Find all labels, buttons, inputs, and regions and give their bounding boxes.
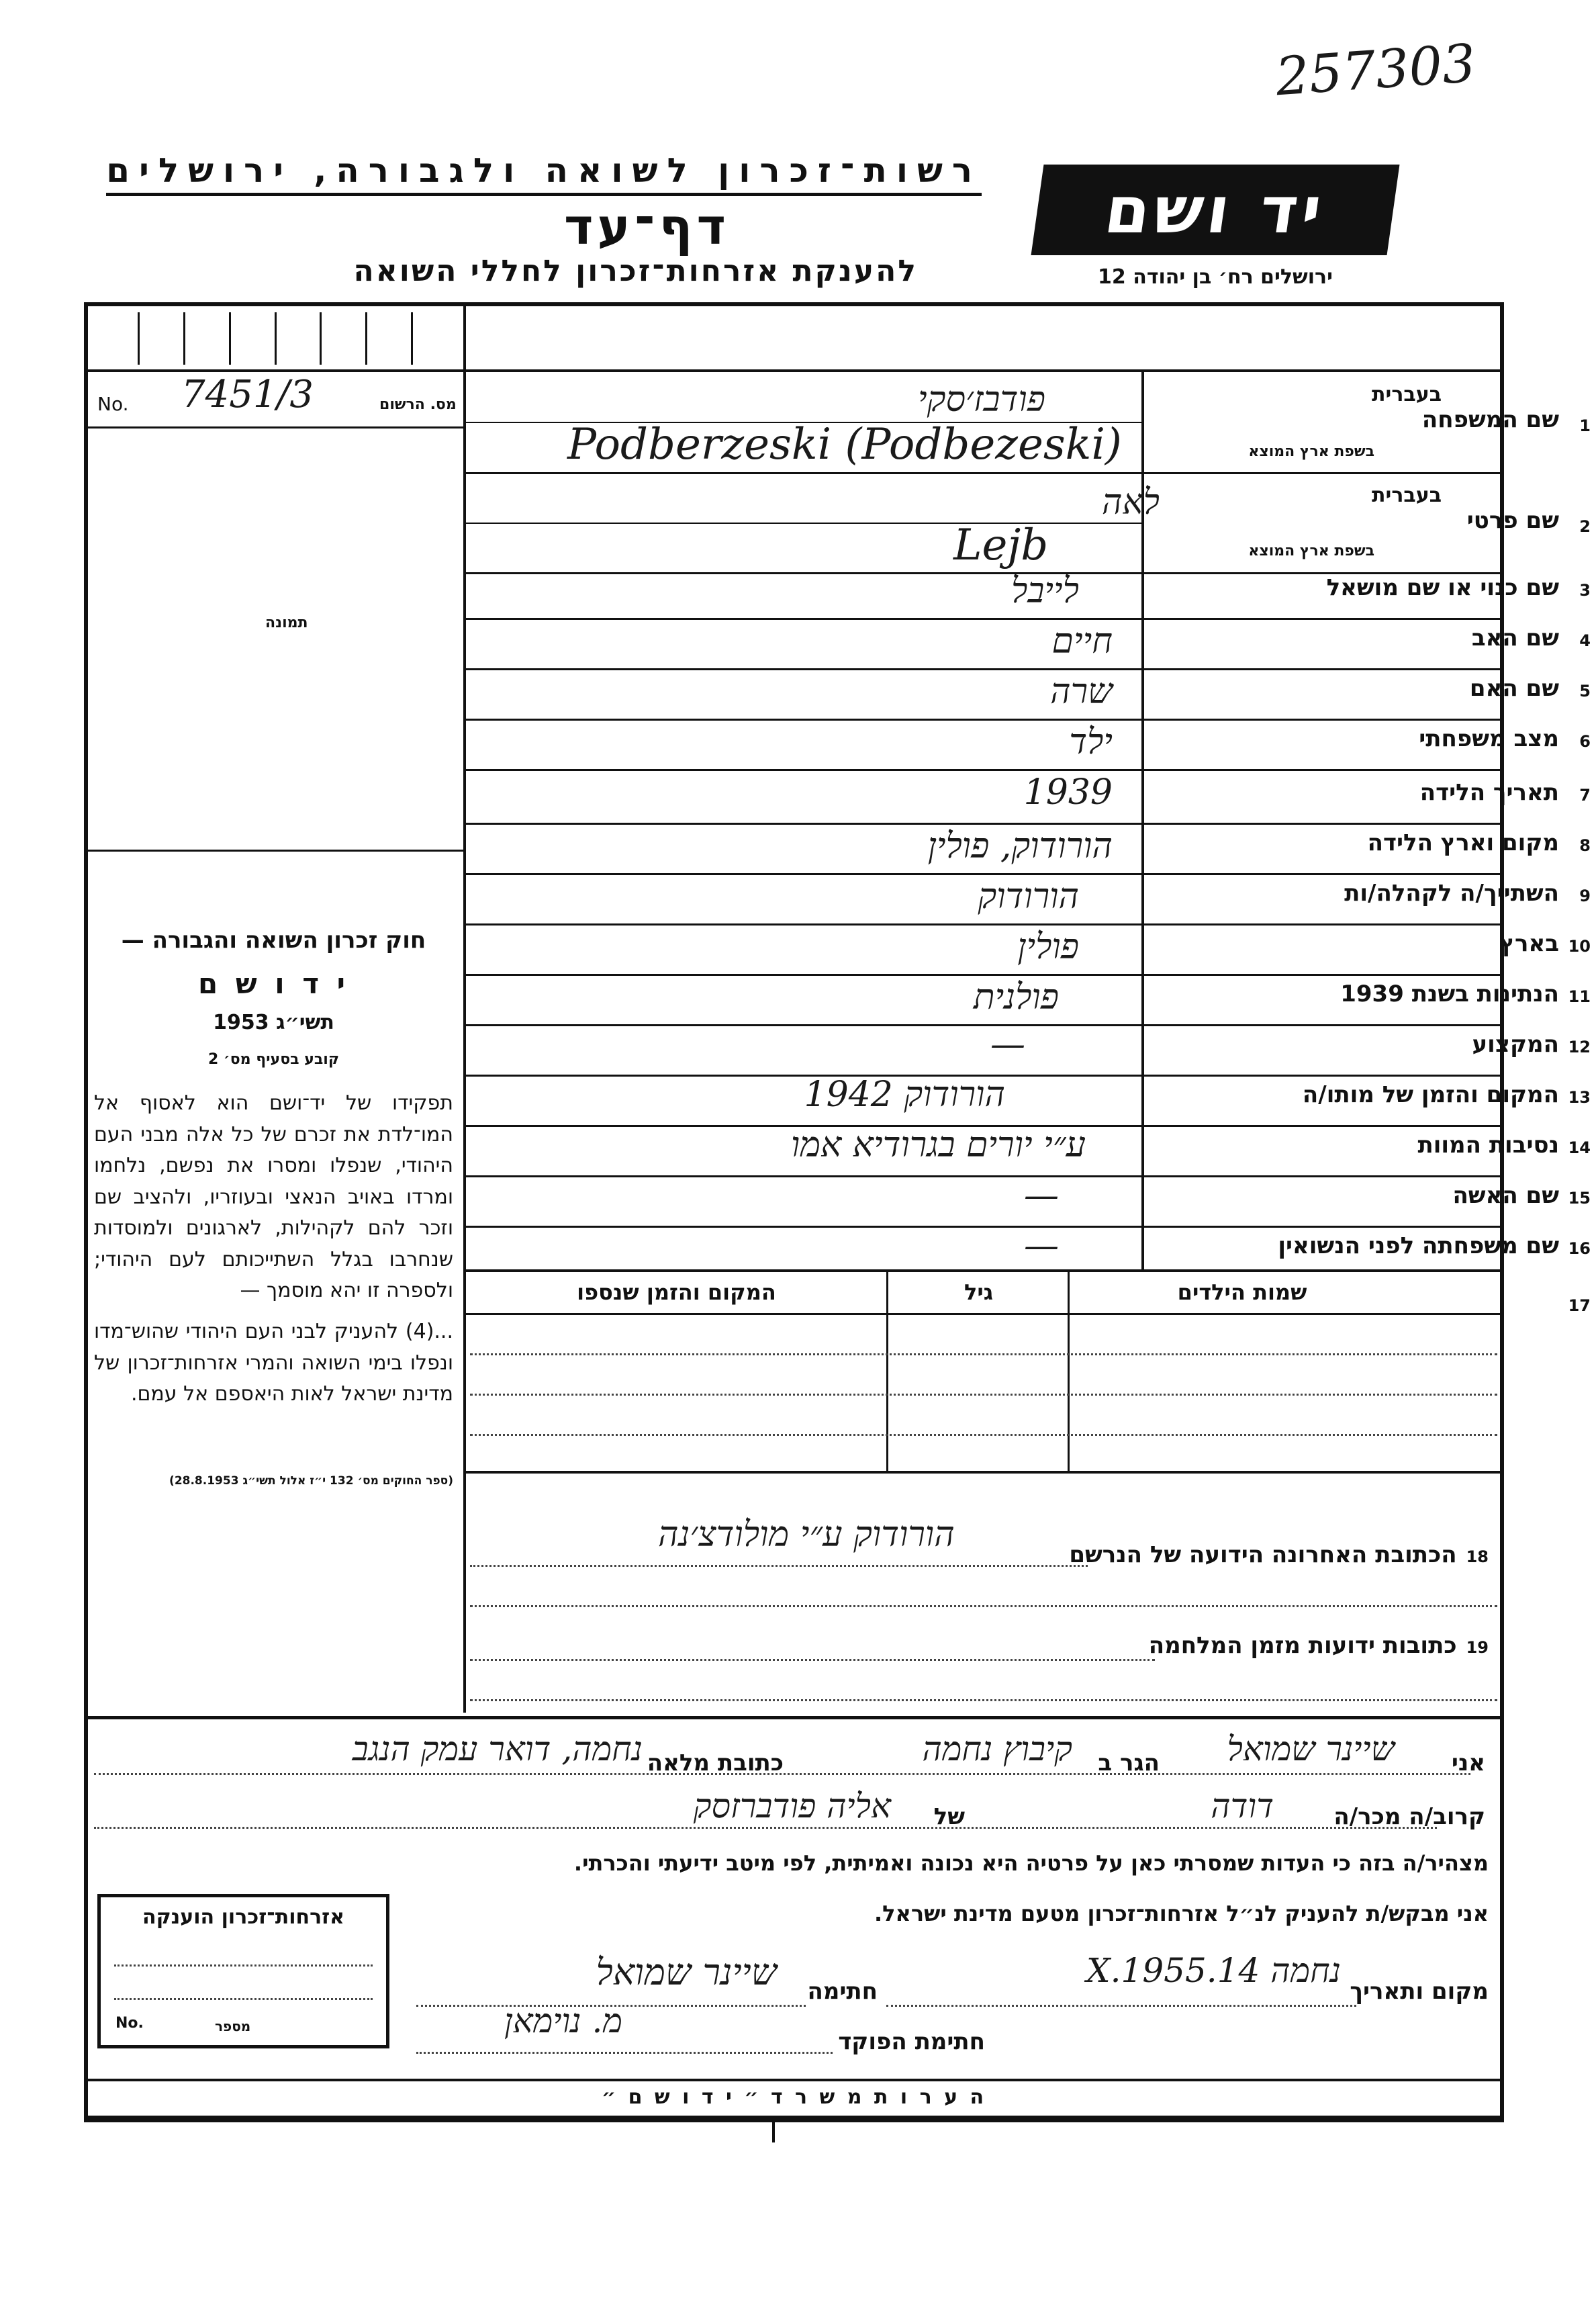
field-11-number: 11 (1568, 987, 1591, 1006)
left-column-divider (463, 302, 466, 1713)
field-2-sub-origin: בשפת ארץ המוצא (1248, 543, 1374, 559)
field-17-number: 17 (1568, 1296, 1591, 1315)
field-18-value: הורודוק ע״י מולודצ׳נה (658, 1515, 955, 1555)
place-date-label: מקום ותאריך (1350, 1978, 1489, 2005)
law-title: חוק זכרון השואה והגבורה — (121, 927, 426, 954)
law-year: תשי״ג 1953 (213, 1011, 334, 1034)
declaration-of-label: של (933, 1803, 965, 1830)
law-paragraph-1: תפקידו של יד־ושם הוא לאסוף אל המו־לדת את זכרם של כל אלה מבני העם היהודי, שנפלו ומסרו את נפשם, נלחמו ומרדו באויב הנאצי ובעוזריו, ולהציב שם וזכר להם לקהילות, לארגונים ולמוסדות שנחרבו בגלל השתייכותם לעם היהודי; ולספרה זו יהא מוסמך — (94, 1091, 453, 1302)
row-sep-9 (463, 923, 1504, 925)
field-2-label: שם פרטי (1466, 507, 1559, 534)
field-9-number: 9 (1579, 887, 1591, 905)
law-name: י ד ו ש ם (197, 967, 350, 1000)
field-2-number: 2 (1579, 517, 1591, 536)
field-5-value: שרה (1050, 672, 1113, 712)
field-13-value: הורודוק 1942 (804, 1075, 1005, 1115)
top-strip-line (84, 369, 1504, 372)
field-10-number: 10 (1568, 937, 1591, 956)
footer-remarks: ה ע ר ו ת מ ש ר ד ״ י ד ו ש ם ״ (601, 2085, 987, 2109)
field-4-number: 4 (1579, 631, 1591, 650)
children-row-3 (470, 1434, 1497, 1436)
organization-title: רשות־זכרון לשואה ולגבורה, ירושלים (106, 151, 982, 196)
field-18-line (470, 1565, 1088, 1567)
row-sep-7 (463, 823, 1504, 825)
field-14-number: 14 (1568, 1138, 1591, 1157)
row-sep-14 (463, 1175, 1504, 1177)
place-date-line (886, 2005, 1356, 2007)
field-1-value-hebrew: פודבז׳סקי (918, 379, 1045, 420)
field-5-number: 5 (1579, 682, 1591, 700)
field-7-value: 1939 (1023, 772, 1113, 813)
field-6-value: ילד (1069, 722, 1113, 762)
field-7-number: 7 (1579, 786, 1591, 805)
field-3-value: לייבל (1011, 571, 1079, 611)
field-1-sub-hebrew: בעברית (1372, 383, 1442, 406)
officer-signature-value: מ. נוימאן (504, 2001, 622, 2040)
citizenship-number-label: מספר (215, 2018, 251, 2034)
registration-no-value: 7451/3 (181, 373, 314, 416)
children-table-bottom (463, 1471, 1504, 1474)
field-9-value: הורודוק (978, 876, 1079, 917)
declaration-city-value: קיבוץ נחמה (922, 1729, 1072, 1768)
field-8-label: מקום וארץ הלידה (1367, 829, 1559, 856)
field-19-label (1149, 1632, 1489, 1659)
declaration-full-address-value: נחמה, דואר עמק הנגב (352, 1729, 643, 1768)
field-18-label-text: הכתובת האחרונה הידועה של הנרשם (1069, 1541, 1457, 1568)
citizenship-box-title: אזרחות־זכרון הוענקה (142, 1905, 345, 1929)
field-1-label: שם המשפחה (1421, 406, 1559, 433)
field-6-number: 6 (1579, 732, 1591, 751)
declaration-relative-value: דודה (1211, 1787, 1274, 1825)
field-6-label: מצב משפחתי (1419, 725, 1559, 752)
field-4-label: שם האב (1471, 625, 1559, 651)
declaration-statement-2: אני מבקש/ת להעניק לנ״ל אזרחות־זכרון מטעם מדינת ישראל. (874, 1901, 1489, 1926)
law-paragraph-2: ...(4) להעניק לבני העם היהודי שהוש־מדו ונפלו בימי השואה והמרי אזרחות־זכרון של מדינת ישראל לאות היאספם אל עמם. (94, 1320, 453, 1406)
field-10-value: פולין (1017, 927, 1079, 967)
field-8-value: הורודוק, פולין (927, 826, 1113, 866)
field-1-sub-origin: בשפת ארץ המוצא (1248, 443, 1374, 460)
signature-value: שיינר שמואל (596, 1951, 777, 1993)
field-11-value: פולנית (973, 977, 1059, 1018)
children-header-names: שמות הילדים (1177, 1279, 1307, 1305)
logo-text: יד ושם (1100, 172, 1331, 248)
field-12-number: 12 (1568, 1038, 1591, 1056)
field-19-line-2 (470, 1699, 1497, 1701)
registration-hebrew-label: מס. הרשום (379, 396, 457, 413)
row-sep-5 (463, 719, 1504, 721)
row-sep-10 (463, 974, 1504, 976)
children-header-line (463, 1313, 1504, 1315)
field-16-value: — (1024, 1226, 1059, 1266)
field-13-number: 13 (1568, 1088, 1591, 1107)
field-15-value: — (1024, 1175, 1059, 1216)
citizenship-box (97, 1894, 389, 2048)
field-15-number: 15 (1568, 1189, 1591, 1208)
field-3-number: 3 (1579, 581, 1591, 600)
field-4-value: חיים (1051, 621, 1113, 662)
declaration-name-value: שיינר שמואל (1227, 1729, 1395, 1768)
field-18-label (1069, 1541, 1489, 1568)
field-2-value-hebrew: לאה (1102, 482, 1160, 523)
field-19-label-text: כתובות ידועות מזמן המלחמה (1148, 1632, 1457, 1659)
declaration-resides-label: הגר ב (1098, 1750, 1160, 1776)
field-16-number: 16 (1568, 1239, 1591, 1258)
registration-line (87, 426, 463, 428)
field-14-value: ע״י יורים בגרודיא אמו (790, 1125, 1086, 1165)
declaration-top-line (84, 1716, 1504, 1719)
children-row-1 (470, 1353, 1497, 1355)
registration-no-label: No. (97, 393, 129, 415)
field-15-label: שם האשה (1452, 1182, 1559, 1209)
logo-address: ירושלים רח׳ בן יהודה 12 (1098, 265, 1333, 289)
citizenship-no-label: No. (115, 2015, 144, 2032)
children-row-2 (470, 1394, 1497, 1396)
declaration-relative-label: קרוב/ה מכר/ה (1333, 1803, 1485, 1830)
declaration-statement-1: מצהיר/ה בזה כי העדות שמסרתי כאן על פרטיה היא נכונה ואמיתית, לפי מיטב ידיעתי והכרתי. (573, 1850, 1489, 1876)
declaration-line-2 (94, 1827, 1437, 1829)
declaration-full-address-label: כתובת מלאה (647, 1750, 784, 1776)
row-sep-4 (463, 668, 1504, 670)
row-sep-15 (463, 1226, 1504, 1228)
row-sep-1 (463, 472, 1504, 474)
field-1-number: 1 (1579, 416, 1591, 435)
place-date-value: נחמה 14.X.1955 (1086, 1951, 1341, 1990)
field-18-number: 18 (1466, 1547, 1489, 1566)
field-5-label: שם האם (1469, 675, 1559, 702)
footer-top-line (84, 2079, 1504, 2081)
row-sep-8 (463, 873, 1504, 875)
declaration-ani: אני (1451, 1750, 1485, 1776)
children-header-age: גיל (964, 1279, 994, 1305)
field-3-label: שם כנוי או שם מושאל (1326, 574, 1559, 601)
form-subtitle: להענקת אזרחות־זכרון לחללי השואה (353, 254, 918, 288)
law-clause: קובע בסעיף מס׳ 2 (207, 1051, 340, 1068)
yad-vashem-logo (1031, 165, 1400, 255)
officer-signature-label: חתימת הפוקד (838, 2028, 985, 2055)
row-sep-16 (463, 1269, 1504, 1272)
registration-boxes (94, 312, 457, 365)
field-10-label: בארץ (1499, 930, 1559, 957)
children-col-divider-2 (886, 1269, 888, 1471)
form-title: דף־עד (564, 198, 730, 256)
field-13-label: המקום והזמן של מותו/ה (1302, 1081, 1559, 1108)
field-14-label: נסיבות המוות (1417, 1132, 1559, 1159)
row-sep-11 (463, 1024, 1504, 1026)
archive-number: 257303 (1274, 33, 1478, 108)
row-sep-3 (463, 618, 1504, 620)
declaration-of-value: אליה פודברזסק (693, 1787, 891, 1825)
field-19-line (470, 1659, 1155, 1661)
field-12-value: — (990, 1024, 1025, 1065)
field-18-line-2 (470, 1605, 1497, 1607)
row-sep-6 (463, 769, 1504, 771)
field-16-label: שם משפחתה לפני הנשואין (1278, 1232, 1559, 1259)
field-2-value-latin: Lejb (953, 521, 1049, 570)
field-12-label: המקצוע (1472, 1031, 1559, 1058)
photo-label: תמונה (265, 615, 308, 631)
field-8-number: 8 (1579, 836, 1591, 855)
declaration-line-1 (94, 1773, 1470, 1775)
field-11-label: הנתינות בשנת 1939 (1340, 981, 1559, 1007)
field-7-label: תאריך הלידה (1419, 779, 1559, 806)
binding-mark (772, 2116, 775, 2142)
field-1-value-latin: Podberzeski (Podbezeski) (567, 420, 1122, 469)
officer-signature-line (416, 2052, 833, 2054)
field-19-number: 19 (1466, 1638, 1489, 1657)
children-col-divider-1 (1068, 1269, 1070, 1471)
footer-bottom-line (84, 2116, 1504, 2118)
photo-bottom-line (87, 850, 463, 852)
children-header-place: המקום והזמן שנספו (577, 1279, 776, 1305)
field-9-label: השתייך/ה לקהלה/ות (1344, 880, 1559, 907)
signature-label: חתימה (807, 1978, 878, 2005)
law-citation: (ספר החוקים מס׳ 132 י״ז אלול תשי״ג 28.8.1953) (169, 1474, 453, 1488)
field-2-sub-hebrew: בעברית (1372, 484, 1442, 507)
